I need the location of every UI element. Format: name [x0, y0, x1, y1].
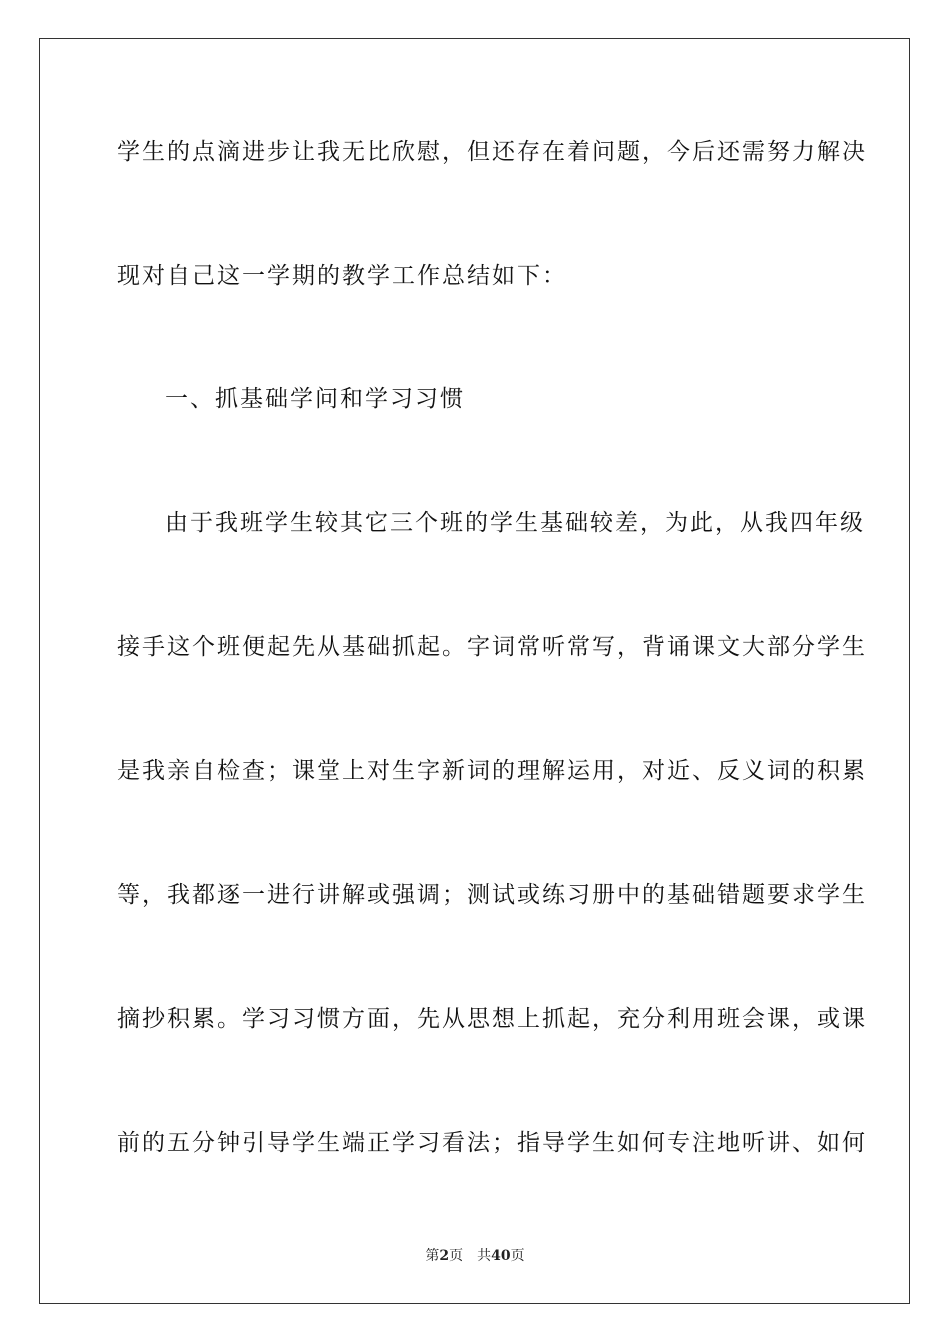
total-pages: 40: [491, 1248, 511, 1264]
page-suffix: 页: [449, 1248, 464, 1264]
body-line-2: 现对自己这一学期的教学工作总结如下：: [117, 263, 567, 289]
total-suffix: 页: [510, 1248, 525, 1264]
page-number: 2: [439, 1248, 450, 1264]
body-line-9: 前的五分钟引导学生端正学习看法；指导学生如何专注地听讲、如何: [117, 1130, 867, 1156]
page-prefix: 第: [425, 1248, 440, 1264]
section-heading: 一、抓基础学问和学习习惯: [165, 386, 465, 412]
total-prefix: 共: [477, 1248, 492, 1264]
page-footer: [0, 1247, 950, 1265]
body-line-6: 是我亲自检查；课堂上对生字新词的理解运用，对近、反义词的积累: [117, 758, 867, 784]
body-line-8: 摘抄积累。学习习惯方面，先从思想上抓起，充分利用班会课，或课: [117, 1006, 867, 1032]
body-line-1: 学生的点滴进步让我无比欣慰，但还存在着问题，今后还需努力解决: [117, 139, 867, 165]
body-line-7: 等，我都逐一进行讲解或强调；测试或练习册中的基础错题要求学生: [117, 882, 867, 908]
body-line-4: 由于我班学生较其它三个班的学生基础较差，为此，从我四年级: [165, 510, 865, 536]
page-border: [39, 38, 910, 1304]
body-line-5: 接手这个班便起先从基础抓起。字词常听常写，背诵课文大部分学生: [117, 634, 867, 660]
